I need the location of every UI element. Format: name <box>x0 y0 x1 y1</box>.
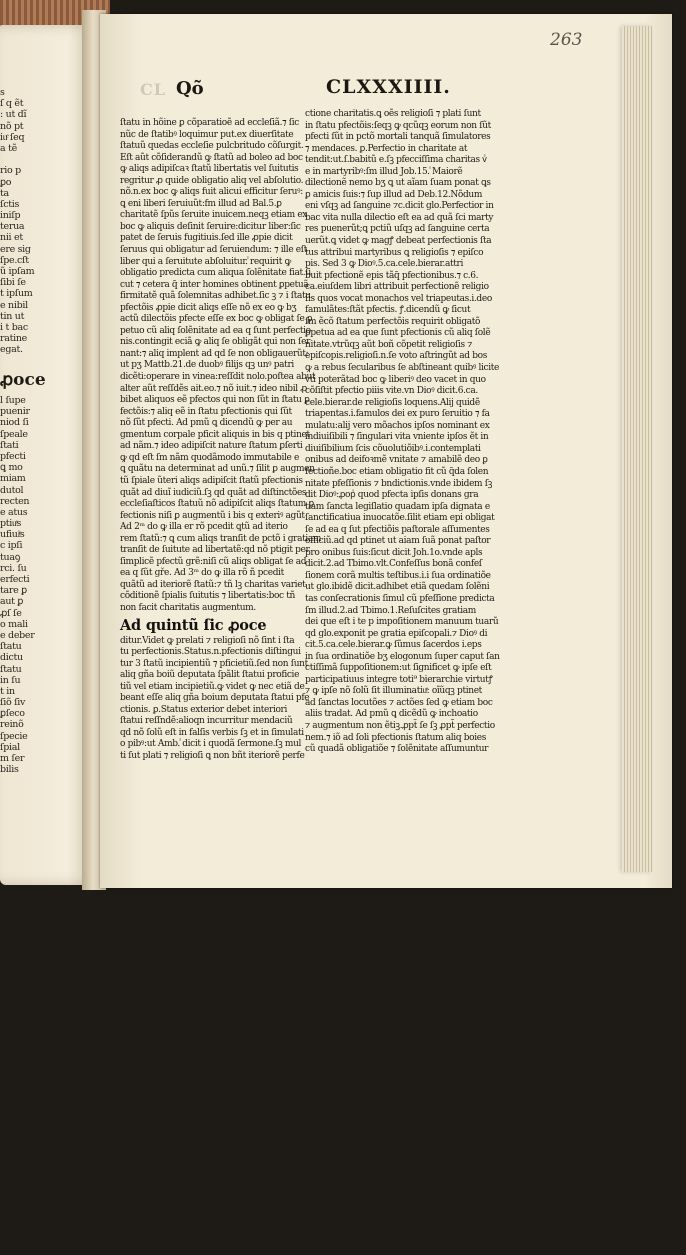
text-line: ut glo.ibidẽ dicit.adhibet etiã quedam ſolẽni <box>305 582 490 593</box>
text-line: ꝙ a rebus ſecularibus ſe abſtineant quibꝰ licite <box>305 363 500 374</box>
text-line: cõſiſtit pfectio piiis vite.vn Dioꝰ dicit.6.ca. <box>305 386 478 397</box>
left-page-line: ta <box>0 187 9 199</box>
text-line: nem.⁊ iõ ad ſoli pfectionis ſtatum aliq boies <box>305 732 487 743</box>
text-line: ad nãm.⁊ ideo adipiſcit nature ſtatum ꝑſerti <box>120 441 303 452</box>
text-line: nis.contingit eciã ꝙ aliq ſe obligãt qui non ſer <box>120 337 311 348</box>
left-page-line: tare ꝑ <box>0 585 27 597</box>
left-page-line: bilis <box>0 764 19 776</box>
text-line: ctiſſimã ſuppoſitionem:ut ſignificet ꝙ ipſe eſt <box>305 663 492 674</box>
text-line: ſe ad ea q ſut pfectiõis paſtorale aſſumentes <box>305 524 490 535</box>
text-line: diuiſibilium ſcis cõuolutiõibꝰ.i.contemplati <box>305 443 481 454</box>
text-line: dei que eſt i te p impoſitionem manuum tuarũ <box>305 617 499 628</box>
text-line: firmitatẽ quã ſolemnitas adhibet.ſic ꝫ ⁊ i ſtatu <box>120 291 311 302</box>
left-page-line: ſpe.cſt <box>0 254 29 266</box>
text-line: obligatio predicta cum aliqua ſolẽnitate fiat.ſi <box>120 268 311 279</box>
text-line: e in martyribꝰ:ſm illud Job.15.ᷤ Maiorẽ <box>305 166 463 177</box>
text-column-right <box>305 109 500 756</box>
text-line: o pibꝰ:ut Amb.ᷤ dicit i quodã ſermone.ſꝫ mul <box>120 739 302 750</box>
left-page-line: nõ pt <box>0 120 24 132</box>
left-page-heading: ꝓoce <box>0 370 46 390</box>
text-line: alter aũt reſſdẽs ait.eo.⁊ nõ iuit.⁊ ideo nibil ꝓ <box>120 383 307 394</box>
text-line: tiũ vel etiam incipietiũ.ꝙ videt ꝙ nec etiã de <box>120 681 305 692</box>
text-line: ſm ẽcõ ſtatum perfectõis requirit obligatõ <box>305 316 481 327</box>
text-line: tiam ſancta legiſlatio quadam ipſa dignata e <box>305 501 490 512</box>
text-line: dilectionẽ nemo bʒ ꝗ ut aĩam ſuam ponat ꝗs <box>305 178 491 189</box>
left-page-line: ſctis <box>0 198 20 210</box>
left-page-line: : ut dĩ <box>0 109 27 121</box>
left-page-line: miam <box>0 473 26 485</box>
left-page-line: ſtati <box>0 439 19 451</box>
text-line: aliis tradat. Ad pmũ ꝗ dicẽdũ ꝙ inchoatio <box>305 709 478 720</box>
left-page-line: m ſer <box>0 753 25 764</box>
text-line: cut ⁊ cetera q̃ inter homines obtinent ꝑpetuã <box>120 279 309 290</box>
text-line: ad ſanctas locutões ⁊ actões ſed ꝙ etiam boc <box>305 697 493 708</box>
page-edges <box>622 26 652 872</box>
text-line: participatiuus integre toti⁹ bierarchie virtutꝭ <box>305 674 493 685</box>
left-page-line: e nibil <box>0 299 28 311</box>
text-line: fectõis:⁊ aliq eẽ in ſtatu pfectionis qui ſũt <box>120 406 292 417</box>
text-line: non facit charitatis augmentum. <box>120 602 256 613</box>
text-line: tendit:ut.ſ.babitũ e.ſꝫ pfecciſſima charitas vᷤ <box>305 155 487 166</box>
text-line: aliq gña boiũ deputata ſpãlit ſtatui proficie <box>120 670 300 681</box>
text-line: ꝑ amicis ſuis:⁊ ſup illud ad Deb.12.Nõdum <box>305 189 483 200</box>
text-line: nũc de ſtatibꝰ loquimur put.ex diuerſitate <box>120 129 294 140</box>
text-line: in ſua ordinatiõe bʒ elogonum ſuper caput ſan <box>305 651 500 662</box>
left-page-line: ſpeale <box>0 428 28 440</box>
text-line: buit pfectionẽ epis tãq̃ pfectionibus.⁊ c.6. <box>305 270 479 281</box>
text-line: ſm illud.2.ad Tbimo.1.Reſuſcites gratiam <box>305 605 476 616</box>
left-page-line: tuaꝯ <box>0 551 20 563</box>
text-line: ca.eiuſdem libri attribuit perfectionẽ religio <box>305 282 489 293</box>
running-head-left: Qõ <box>176 78 204 99</box>
text-line: ſeruus qui obligatur ad ſeruiendum: ⁊ ille eſt <box>120 245 308 256</box>
text-line: ctionis. ꝑ.Status exterior debet interiori <box>120 704 288 715</box>
column-left-text-2 <box>120 635 310 763</box>
text-line: nitate.vtrũqꝫ aũt boñ cõpetit religioſis ⁊ <box>305 339 473 350</box>
text-line: ꝙ aliqs adipiſcaꝛ ſtatũ libertatis vel ſuitutis <box>120 164 299 175</box>
text-line: actũ dilectõis pfecte eſſe ex boc ꝙ obligat ſe ꝑ <box>120 314 313 325</box>
text-line: ctione charitatis.ꝗ oẽs religioſi ⁊ plati ſunt <box>305 109 481 119</box>
text-line: ſtatu in hõine ꝑ cõparatioẽ ad eccleſiã.⁊ ſic <box>120 118 299 128</box>
text-line: ⁊ augmentum non ẽtiꝫ.ꝓpt̃ ſe ſꝫ ꝓpt̃ perfectio <box>305 720 495 731</box>
text-line: ti ſut plati ⁊ religioſi ꝗ non bñt iteriorẽ perfe <box>120 750 305 761</box>
text-line: ſanctificatiua inuocatõe.ſilit etiam epi obligat <box>305 513 495 524</box>
text-line: nõ ſũt pfecti. Ad pmũ ꝗ dicendũ ꝙ per au <box>120 418 293 429</box>
text-line: charitatẽ ſpũs ſeruite inuicem.neqꝫ etiam ex <box>120 210 308 221</box>
left-page-line: ſpial <box>0 741 20 753</box>
text-line: petuo cũ aliq ſolẽnitate ad ea q ſunt perfectio <box>120 325 311 336</box>
text-line: tur 3 ſtatũ incipientiũ ⁊ pficietiũ.ſed non ſunt <box>120 658 308 669</box>
text-line: patet de ſeruis fugitiuis.ſed ille ꝓpie dicit <box>120 233 293 244</box>
text-line: res puenerũt;ꝗ pctiũ uſqꝫ ad ſanguine certa <box>305 224 490 235</box>
text-line: epiſcopis.religioſi.n.ſe voto aſtringũt ad bos <box>305 351 487 362</box>
text-line: pfecti ſũt in pctõ mortali tanquã ſimulatores <box>305 132 491 143</box>
left-page-line: o mali <box>0 618 28 630</box>
text-line: triapentas.i.famulos dei ex puro ſeruitio ⁊ fa <box>305 409 490 420</box>
left-page-line: ptiuͤs <box>0 518 22 530</box>
text-line: rem ſtatũ:⁊ ꝗ cum aliqs tranſit de pctõ i gratiam <box>120 533 322 544</box>
left-page-line: ſibi ſe <box>0 277 26 289</box>
text-line: bibet aliquos eẽ pfectos qui non ſũt in ſtatu ꝑ <box>120 395 310 406</box>
text-line: pro onibus ſuis:ſicut dicit Joh.1o.vnde apls <box>305 547 483 558</box>
left-page-line: ufiuiͤs <box>0 529 25 541</box>
left-page-line: reinõ <box>0 719 24 731</box>
text-line: in ſtatu pfectõis:ſeqꝫ ꝙ qcũqꝫ eorum non ſũt <box>305 120 491 131</box>
column-right-text <box>305 109 500 756</box>
text-line: ſimplicẽ pfectũ grẽ:niſi cũ aliqs obligat ſe ad <box>120 556 307 567</box>
text-column-left <box>120 118 322 763</box>
left-page-text-bottom <box>0 395 34 1255</box>
left-page-line: ratine <box>0 333 28 345</box>
text-line: mulatu:alij vero mõachos ipſos nominant ex <box>305 420 490 431</box>
left-page-line: puenir <box>0 406 30 418</box>
left-page-line: i t bac <box>0 321 28 333</box>
left-page-line: pfecti <box>0 450 26 462</box>
text-line: gmentum corpale pficit aliquis in bis q ptinet <box>120 429 310 440</box>
text-line: cele.bierar.de religioſis loquens.Alij quidẽ <box>305 397 480 408</box>
left-page-line: tin ut <box>0 310 25 322</box>
left-page-line: nii et <box>0 232 23 244</box>
text-line: ſis quos vocat monachos vel triapeutas.i.deo <box>305 293 492 304</box>
text-line: pis. Sed 3 ꝙ Dioꝰ.5.ca.cele.bierar.attri <box>305 259 463 270</box>
left-page-line: rio p <box>0 165 21 177</box>
left-page-line: ſiõ ſiv <box>0 697 26 709</box>
text-line: uerũt.ꝗ videt ꝙ magꝭ debeat perfectionis ſta <box>305 236 492 247</box>
left-page-line: ꝑo <box>0 176 12 188</box>
text-line: cũ quadã obligatiõe ⁊ ſolẽnitate aſſumuntur <box>305 744 489 755</box>
text-line: ut pʒ Mattb.21.de duobꝰ filijs qꝫ unꝰ patri <box>120 360 294 371</box>
text-line: indiuiſibili ⁊ ſingulari vita vniente ipſos ẽt in <box>305 432 489 443</box>
left-page-line: l ſupe <box>0 395 26 406</box>
left-page-line: ſtatu <box>0 663 22 675</box>
left-page-line: ꝑſeco <box>0 708 25 720</box>
text-line: dicẽti:operare in vinea:reſſdit nolo.poſtea abut <box>120 372 316 383</box>
text-line: regritur ꝓ quide obligatio aliq vel abſolutio. <box>120 175 304 186</box>
text-line: nant:⁊ aliq implent ad qd ſe non obligauerũt: <box>120 348 309 359</box>
left-page-line: ũ ipſam <box>0 266 35 277</box>
text-line: ⁊ mendaces. ꝑ.Perfectio in charitate at <box>305 143 468 154</box>
text-line: onibus ad deifoꝛmẽ vnitate ⁊ amabilẽ deo ꝑ <box>305 455 488 466</box>
text-line: tus attribui martyribus ꝗ religioſis ⁊ epiſco <box>305 247 484 258</box>
text-line: ditur.Videt ꝙ prelati ⁊ religioſi nõ ſint i ſta <box>120 635 295 646</box>
text-line: tu perfectionis.Status.n.pfectionis diſtingui <box>120 647 301 658</box>
text-line: Ad 2ᵐ do ꝙ illa er rõ pcedit ꝗtũ ad iterio <box>120 522 288 533</box>
left-page-line: egat. <box>0 344 23 356</box>
text-line: ꝗ quãtu na determinat ad unũ.⁊ ſilit ꝑ augmen <box>120 464 315 475</box>
left-page-line: ſtatu <box>0 641 22 653</box>
text-line: ꝙ qd eſt ſm nãm quodãmodo immutabile e <box>120 452 299 463</box>
text-line: tas conſecrationis ſimul cũ pfeſſione predicta <box>305 593 495 604</box>
left-page-line: dutol <box>0 484 24 496</box>
text-line: vti poterãtad boc ꝙ liberiꝰ deo vacet in quo <box>305 374 486 385</box>
text-line: pfectõis ꝓpie dicit aliqs eſſe nõ ex eo ꝙ bʒ <box>120 302 297 313</box>
text-line: eni vſqꝫ ad ſanguine ⁊c.dicit glo.Perfectior in <box>305 201 494 212</box>
left-page-line: rci. ſu <box>0 562 27 574</box>
text-line: cõditionẽ ſpialis ſuitutis ⁊ libertatis:boc tñ <box>120 591 295 602</box>
text-line: qd glo.exponit pe gratia epiſcopali.⁊ Dioꝰ di <box>305 628 488 639</box>
text-line: boc ꝙ aliquis deſinit ſeruire:dicitur liber:ſic <box>120 221 301 232</box>
text-line: beant eſſe aliq gña boium deputata ſtatui pfe <box>120 693 310 704</box>
text-line: liber qui a ſeruitute abſoluitur.ᷤ requirit ꝙ <box>120 256 291 267</box>
left-page-line: recten <box>0 495 30 507</box>
left-page-line: t ipſum <box>0 288 33 300</box>
text-line: ea q ſũt gře. Ad 3ᵐ do ꝙ illa rõ ñ pcedit <box>120 568 284 579</box>
text-line: Eſt aũt cõſiderandũ ꝙ ſtatũ ad boleo ad boc <box>120 152 303 163</box>
left-page-line: e deber <box>0 629 35 641</box>
left-page-line: aut ꝑ <box>0 596 24 608</box>
left-page-line: dictu <box>0 652 23 664</box>
left-page-line: niod ſi <box>0 417 29 429</box>
folio-number: 263 <box>550 30 583 50</box>
left-page-line: ſpecie <box>0 730 28 742</box>
left-page-line: ꝗ mo <box>0 462 23 474</box>
text-line: qd nõ ſolũ eſt in falſis verbis ſꝫ et in ſimulati <box>120 727 304 738</box>
text-line: ſionem corã multis teſtibus.i.i ſua ordinatiõe <box>305 570 491 581</box>
section-heading: Ad quintũ ſic ꝓoce <box>120 616 267 634</box>
text-line: eccleſiaſticos ſtatuũ nõ adipiſcit aliqs ſtatum ꝑ <box>120 499 314 510</box>
left-page-line: a tẽ <box>0 142 17 154</box>
text-line: quãt ad diuĩ iudiciũ.ſꝫ qd quãt ad diſtinctões <box>120 487 307 498</box>
text-line: officiũ.ad qd ptinet ut aiam ſuã ponat paſtor <box>305 536 491 547</box>
text-line: fectionis niſi ꝑ augmentũ i bis q exteriꝰ agũt <box>120 510 305 521</box>
show-through-ghost: CL <box>140 80 166 99</box>
text-line: ſtatui reſſndẽ:alioqn incurritur mendaciũ <box>120 716 293 727</box>
left-page-line: iniſp <box>0 210 21 222</box>
text-line: fectioñe.boc etiam obligatio fit cũ q̃da ſolen <box>305 466 489 477</box>
text-line: cit.5.ca.cele.bierar.ꝙ ſũmus ſacerdos i.eps <box>305 640 482 651</box>
column-left-text-1 <box>120 118 322 615</box>
text-line: dit Dioꝰ:ꝓopᷤ quod pfecta ipſis donans gra <box>305 490 479 501</box>
text-line: ſtatuũ quedas eccleſie pulcbritudo cõſurgit. <box>120 141 304 152</box>
left-page-line: ſ q ẽt <box>0 98 24 110</box>
running-head-right: CLXXXIIII. <box>326 76 451 98</box>
text-line: tũ ſpiale ũteri aliqs adipiſcit ſtatũ pfectionis <box>120 475 303 486</box>
left-page-line: c ipſi <box>0 540 23 552</box>
left-page-line: erfecti <box>0 574 30 585</box>
text-line: famulãtes:ſtãt pfectis. ꝭ.dicendũ ꝙ ſicut <box>305 305 471 316</box>
left-page-line: ꝓſ ſe <box>0 607 22 619</box>
left-page-line: ere sig <box>0 243 31 255</box>
left-page-line: iuͤ ſeq <box>0 131 25 143</box>
text-line: bac vita nulla dilectio eſt ea ad quã ſci marty <box>305 212 494 223</box>
text-line: quãtũ ad iteriorẽ ſtatũ:⁊ tñ lꝫ charitas variet <box>120 579 306 590</box>
text-line: ꝗ eni liberi ſeruiuũt:fm illud ad Bal.5.ꝑ <box>120 198 282 209</box>
text-line: dicit.2.ad Tbimo.vlt.Confeſſus bonã confeſ <box>305 559 482 570</box>
left-page-line: e atus <box>0 506 28 518</box>
left-page-line: t in <box>0 685 15 697</box>
left-page-line: s <box>0 87 5 98</box>
left-page-line: terua <box>0 221 25 233</box>
text-line: ꝑpetua ad ea que ſunt pfectionis cũ aliq ſolẽ <box>305 328 491 339</box>
text-line: nõ.n.ex boc ꝙ aliqs fuit alicui efficitur ſeruꝰ: <box>120 187 303 198</box>
left-page-line: in ſu <box>0 674 21 686</box>
text-line: tranſit de ſuitute ad libertatẽ:qd nõ ptigit per <box>120 545 310 556</box>
left-page-line <box>0 154 34 165</box>
text-line: ⁊ ꝙ ipſe nõ ſolũ ſit illuminatiuͤ: oĩũqꝫ ptinet <box>305 686 482 697</box>
text-line: nitate pfeſſionis ⁊ bndictionis.vnde ibidem ſꝫ <box>305 478 492 489</box>
